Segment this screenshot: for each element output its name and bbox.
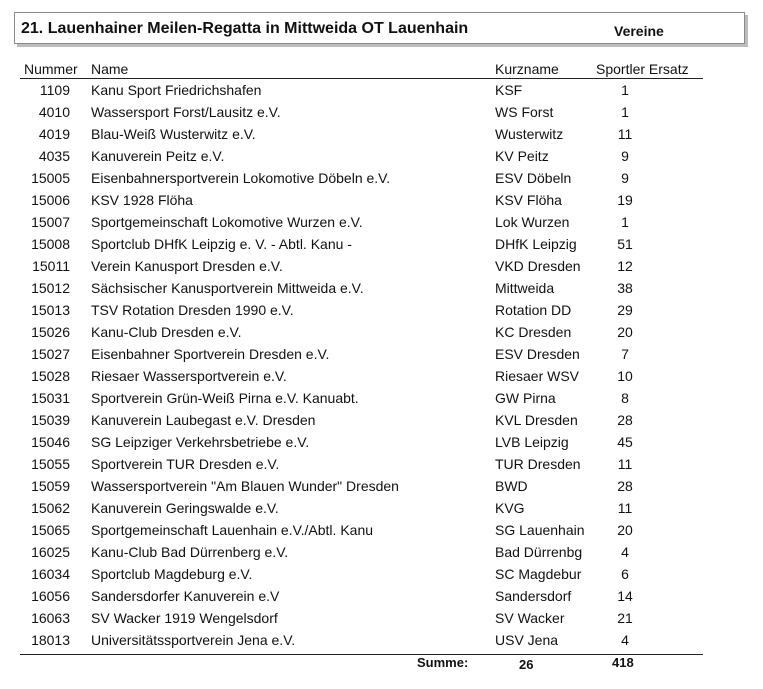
table-row [0,104,763,126]
club-short-name: BWD [495,478,528,494]
table-row [0,302,763,324]
club-number: 15031 [31,390,70,406]
club-athlete-count: 14 [617,588,633,604]
summary-athlete-total: 418 [612,655,634,670]
club-name: Universitätssportverein Jena e.V. [91,632,296,648]
club-name: Wassersport Forst/Lausitz e.V. [91,104,281,120]
club-athlete-count: 11 [617,456,633,472]
table-row [0,346,763,368]
club-athlete-count: 28 [617,478,633,494]
table-row [0,610,763,632]
table-row [0,500,763,522]
club-name: Eisenbahner Sportverein Dresden e.V. [91,346,330,362]
club-short-name: Wusterwitz [495,126,564,142]
club-athlete-count: 9 [621,170,629,186]
table-row [0,434,763,456]
club-name: Kanu-Club Dresden e.V. [91,324,242,340]
club-name: Sportverein Grün-Weiß Pirna e.V. Kanuabt. [91,390,359,406]
club-number: 15007 [31,214,70,230]
club-short-name: USV Jena [495,632,559,648]
club-athlete-count: 4 [621,632,629,648]
club-short-name: DHfK Leipzig [495,236,577,252]
club-athlete-count: 28 [617,412,633,428]
club-athlete-count: 21 [617,610,633,626]
table-row [0,588,763,610]
club-name: Riesaer Wassersportverein e.V. [91,368,287,384]
header-sportler: Sportler Ersatz [596,61,689,77]
club-number: 4019 [38,126,70,142]
club-name: Wassersportverein "Am Blauen Wunder" Dresden [91,478,399,494]
club-number: 15059 [31,478,70,494]
club-number: 18013 [31,632,70,648]
club-name: Kanu-Club Bad Dürrenberg e.V. [91,544,289,560]
club-athlete-count: 1 [621,214,629,230]
club-number: 15027 [31,346,70,362]
title-box [14,12,745,44]
club-athlete-count: 29 [617,302,633,318]
table-row [0,390,763,412]
club-name: Verein Kanusport Dresden e.V. [91,258,283,274]
club-short-name: KSV Flöha [495,192,562,208]
table-row [0,280,763,302]
club-number: 15062 [31,500,70,516]
club-name: SV Wacker 1919 Wengelsdorf [91,610,278,626]
club-number: 15065 [31,522,70,538]
club-number: 15011 [32,258,70,274]
club-number: 4035 [38,148,70,164]
club-short-name: KVG [495,500,525,516]
club-name: Blau-Weiß Wusterwitz e.V. [91,126,256,142]
club-number: 15028 [31,368,70,384]
club-number: 15013 [31,302,70,318]
club-number: 15006 [31,192,70,208]
club-number: 15039 [31,412,70,428]
summary-club-count: 26 [519,657,534,672]
club-short-name: TUR Dresden [495,456,581,472]
club-name: Sportgemeinschaft Lauenhain e.V./Abtl. Kanu [91,522,374,538]
club-name: Eisenbahnersportverein Lokomotive Döbeln e.V. [91,170,391,186]
table-row [0,324,763,346]
table-row [0,456,763,478]
club-athlete-count: 6 [621,566,629,582]
club-short-name: KVL Dresden [495,412,578,428]
club-name: SG Leipziger Verkehrsbetriebe e.V. [91,434,310,450]
club-number: 16025 [31,544,70,560]
club-athlete-count: 8 [621,390,629,406]
header-name: Name [91,61,129,77]
regatta-title: 21. Lauenhainer Meilen-Regatta in Mittweida OT Lauenhain [21,20,469,37]
table-row [0,236,763,258]
club-short-name: Sandersdorf [495,588,572,604]
club-short-name: SC Magdebur [495,566,582,582]
club-short-name: Lok Wurzen [495,214,570,230]
table-row [0,478,763,500]
table-row [0,412,763,434]
club-short-name: Bad Dürrenbg [495,544,583,560]
club-short-name: ESV Döbeln [495,170,572,186]
club-name: TSV Rotation Dresden 1990 e.V. [91,302,294,318]
table-row [0,632,763,654]
summary-label: Summe: [417,655,469,670]
club-number: 15008 [31,236,70,252]
club-name: Sandersdorfer Kanuverein e.V [91,588,280,604]
club-number: 1109 [39,82,70,98]
club-athlete-count: 7 [621,346,629,362]
club-athlete-count: 45 [617,434,633,450]
club-name: Sächsischer Kanusportverein Mittweida e.V. [91,280,364,296]
club-athlete-count: 11 [617,500,633,516]
table-row [0,566,763,588]
table-row [0,258,763,280]
club-athlete-count: 12 [617,258,633,274]
club-short-name: SV Wacker [495,610,565,626]
club-athlete-count: 11 [617,126,633,142]
table-row [0,192,763,214]
header-kurzname: Kurzname [495,61,559,77]
club-name: Kanu Sport Friedrichshafen [91,82,262,98]
club-name: Sportgemeinschaft Lokomotive Wurzen e.V. [91,214,363,230]
club-number: 15055 [31,456,70,472]
club-athlete-count: 19 [617,192,633,208]
club-athlete-count: 10 [617,368,633,384]
club-name: Sportverein TUR Dresden e.V. [91,456,280,472]
club-number: 16056 [31,588,70,604]
club-short-name: VKD Dresden [495,258,581,274]
club-name: Sportclub DHfK Leipzig e. V. - Abtl. Kanu - [91,236,352,252]
summary-divider [20,654,703,655]
club-athlete-count: 51 [617,236,633,252]
club-short-name: KV Peitz [495,148,549,164]
table-row [0,522,763,544]
table-row [0,82,763,104]
club-athlete-count: 1 [621,82,629,98]
club-short-name: GW Pirna [495,390,556,406]
club-short-name: WS Forst [495,104,554,120]
club-number: 4010 [38,104,70,120]
club-name: Kanuverein Peitz e.V. [91,148,225,164]
club-name: Kanuverein Geringswalde e.V. [91,500,279,516]
club-number: 15026 [31,324,70,340]
table-row [0,544,763,566]
club-name: KSV 1928 Flöha [91,192,193,208]
table-row [0,126,763,148]
club-short-name: ESV Dresden [495,346,580,362]
club-short-name: LVB Leipzig [495,434,569,450]
club-name: Kanuverein Laubegast e.V. Dresden [91,412,316,428]
club-short-name: Riesaer WSV [495,368,580,384]
table-row [0,368,763,390]
club-athlete-count: 4 [621,544,629,560]
table-row [0,170,763,192]
club-athlete-count: 20 [617,522,633,538]
table-row [0,148,763,170]
club-number: 16034 [31,566,70,582]
club-athlete-count: 9 [621,148,629,164]
club-short-name: KSF [495,82,523,98]
club-number: 16063 [31,610,70,626]
club-athlete-count: 20 [617,324,633,340]
club-athlete-count: 1 [621,104,629,120]
club-short-name: SG Lauenhain [495,522,585,538]
club-number: 15046 [31,434,70,450]
header-nummer: Nummer [24,61,78,77]
club-number: 15012 [31,280,70,296]
table-row [0,214,763,236]
club-number: 15005 [31,170,70,186]
club-name: Sportclub Magdeburg e.V. [91,566,253,582]
section-label: Vereine [614,23,664,39]
club-short-name: KC Dresden [495,324,572,340]
header-divider [20,78,703,79]
club-short-name: Rotation DD [495,302,572,318]
club-athlete-count: 38 [617,280,633,296]
club-short-name: Mittweida [495,280,555,296]
